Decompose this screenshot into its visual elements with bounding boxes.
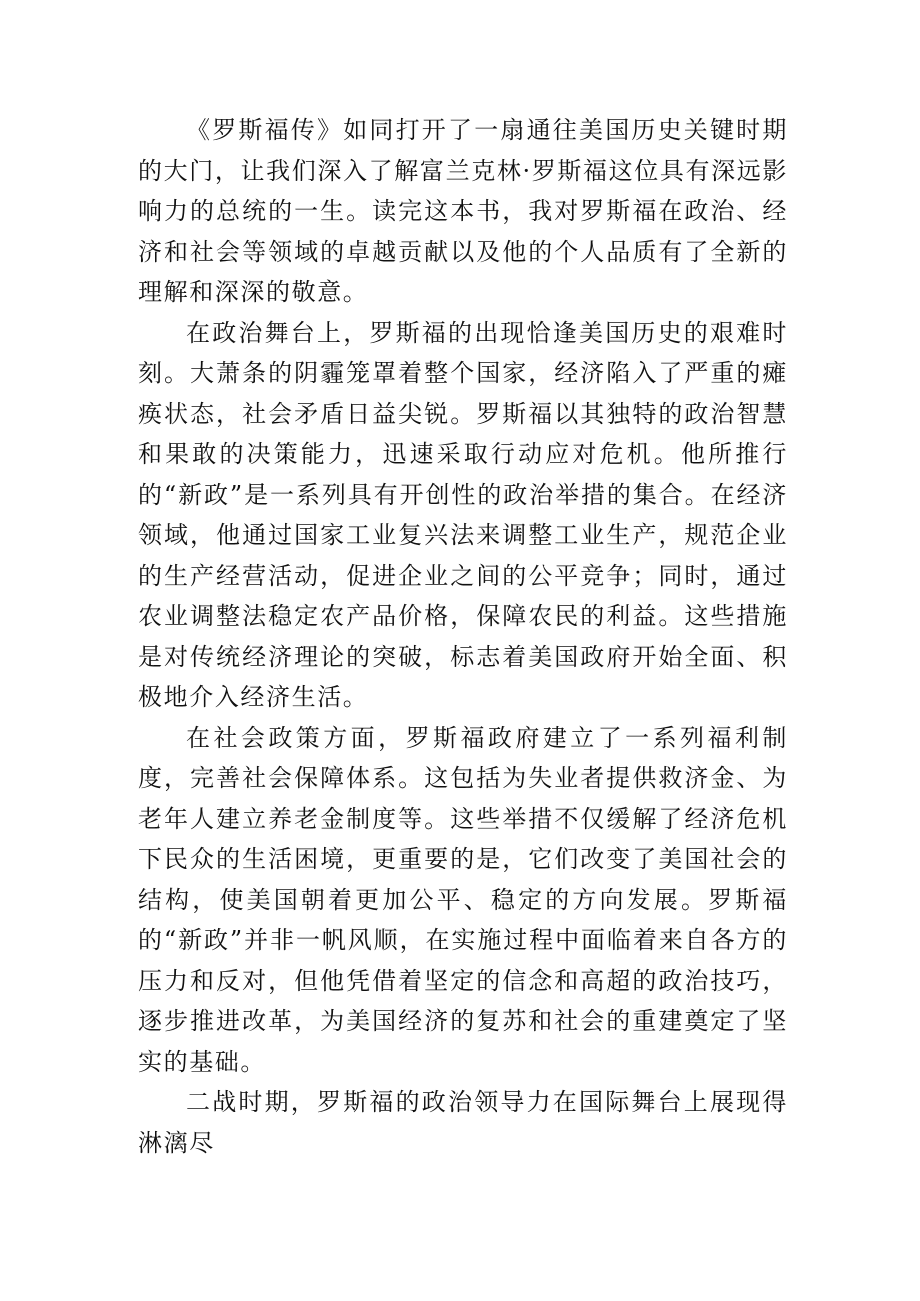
paragraph-wwii: 二战时期，罗斯福的政治领导力在国际舞台上展现得淋漓尽: [138, 1088, 788, 1157]
paragraph-intro: 《罗斯福传》如同打开了一扇通往美国历史关键时期的大门，让我们深入了解富兰克林·罗斯福这位具有深远影响力的总统的一生。读完这本书，我对罗斯福在政治、经济和社会等领域的卓越贡献以及他的个人品质有了全新的理解和深深的敬意。: [138, 116, 788, 306]
document-body: [138, 110, 788, 1163]
paragraph-social-policy: 在社会政策方面，罗斯福政府建立了一系列福利制度，完善社会保障体系。这包括为失业者提供救济金、为老年人建立养老金制度等。这些举措不仅缓解了经济危机下民众的生活困境，更重要的是，它们改变了美国社会的结构，使美国朝着更加公平、稳定的方向发展。罗斯福的“新政”并非一帆风顺，在实施过程中面临着来自各方的压力和反对，但他凭借着坚定的信念和高超的政治技巧，逐步推进改革，为美国经济的复苏和社会的重建奠定了坚实的基础。: [138, 723, 788, 1076]
paragraph-politics: 在政治舞台上，罗斯福的出现恰逢美国历史的艰难时刻。大萧条的阴霾笼罩着整个国家，经济陷入了严重的瘫痪状态，社会矛盾日益尖锐。罗斯福以其独特的政治智慧和果敢的决策能力，迅速采取行动应对危机。他所推行的“新政”是一系列具有开创性的政治举措的集合。在经济领域，他通过国家工业复兴法来调整工业生产，规范企业的生产经营活动，促进企业之间的公平竞争；同时，通过农业调整法稳定农产品价格，保障农民的利益。这些措施是对传统经济理论的突破，标志着美国政府开始全面、积极地介入经济生活。: [138, 318, 788, 711]
